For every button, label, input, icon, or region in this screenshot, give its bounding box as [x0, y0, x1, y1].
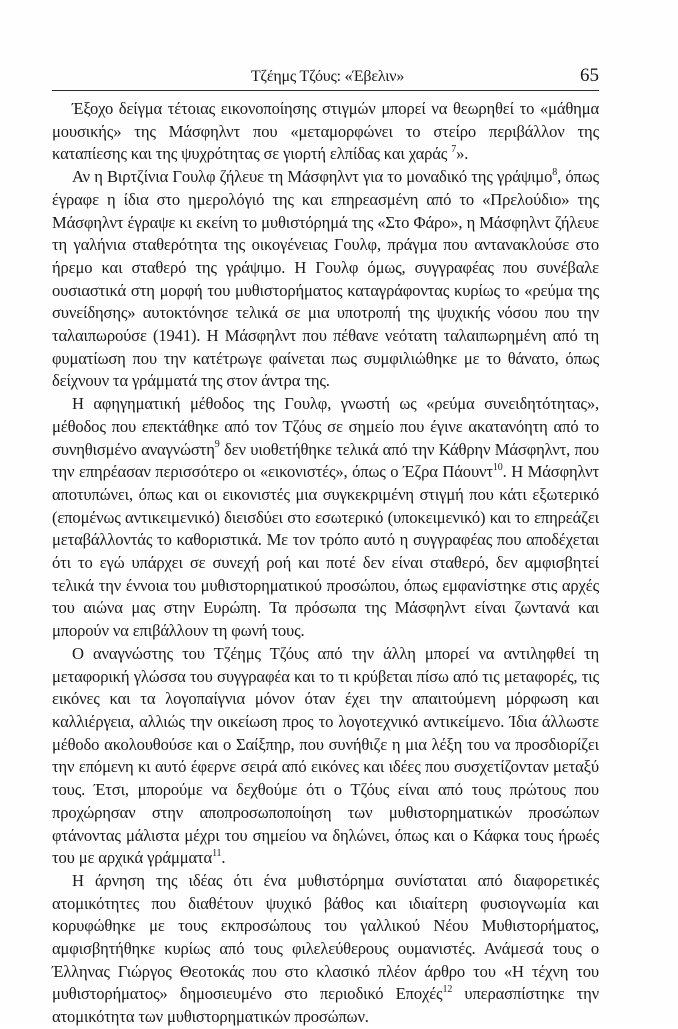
footnote-marker: 10 — [492, 461, 503, 473]
page-number: 65 — [580, 65, 599, 86]
footnote-marker: 11 — [212, 847, 222, 859]
paragraph: Η άρνηση της ιδέας ότι ένα μυθιστόρημα συνίσταται από διαφορετικές ατομικότητες που διαθέτουν ψυχικό βάθος και ιδιαίτερη φυσιογνωμία και κορυφώθηκε με τους εκπροσώπους του γαλλικού Νέου Μυθιστορήματος, αμφισβητήθηκε κυρίως από τους φιλελεύθερους ουμανιστές. Ανάμεσά τους ο Έλληνας Γιώργος Θεοτοκάς που στο κλασικό πλέον άρθρο του «Η τέχνη του μυθιστορήματος» δημοσιευμένο στο περιοδικό Εποχές$^{12}$ υπερασπίστηκε την ατομικότητα των μυθιστορηματικών προσώπων. — [52, 870, 599, 1027]
paragraph: Ο αναγνώστης του Τζέημς Τζόυς από την άλλη μπορεί να αντιληφθεί τη μεταφορική γλώσσα του συγγραφέα και το τι κρύβεται πίσω από τις μεταφορές, τις εικόνες και τα λογοπαίγνια μόνον όταν έχει την απαιτούμενη μόρφωση και καλλιέργεια, αλλιώς την οικείωση προς το λογοτεχνικό αντικείμενο. Ίδια άλλωστε μέθοδο ακολουθούσε και ο Σαίξπηρ, που συνήθιζε η μια λέξη του να προσδιορίζει την επόμενη κι αυτό έφερνε σειρά από εικόνες και ιδέες που συσχετίζονταν μεταξύ τους. Έτσι, μπορούμε να δεχθούμε ότι ο Τζόυς είναι από τους πρώτους που προχώρησαν στην αποπροσωποποίηση των μυθιστορηματικών προσώπων φτάνοντας μάλιστα μέχρι του σημείου να δηλώνει, όπως και ο Κάφκα τους ήρωές του με αρχικά γράμματα$^{11}$. — [52, 643, 599, 868]
running-title: Τζέημς Τζόυς: «Έβελιν» — [250, 68, 405, 85]
running-head — [52, 66, 599, 91]
paragraph: Αν η Βιρτζίνια Γουλφ ζήλευε τη Μάσφηλντ για το μοναδικό της γράψιμο$^8$, όπως έγραφε η ίδια στο ημερολόγιό της και επηρεασμένη από το «Πρελούδιο» της Μάσφηλντ έγραψε κι εκείνη το μυθιστόρημά της «Στο Φάρο», η Μάσφηλντ ζήλευε τη γαλήνια σταθερότητα της οικογένειας Γουλφ, πράγμα που αντανακλούσε στο ήρεμο και σταθερό της γράψιμο. Η Γουλφ όμως, συγγραφέας που συνέβαλε ουσιαστικά στη μορφή του μυθιστορήματος καταγράφοντας κυρίως το «ρεύμα της συνείδησης» αυτοκτόνησε τελικά σε μια υποτροπή της ψυχικής νόσου που την ταλαιπωρούσε (1941). Η Μάσφηλντ που πέθανε νεότατη ταλαιπωρημένη από τη φυματίωση που την κατέτρωγε φαίνεται πως συμφιλιώθηκε με το θάνατο, όπως δείχνουν τα γράμματά της στον άντρα της. — [52, 166, 599, 391]
footnote-marker: 8 — [552, 166, 558, 178]
footnote-marker: 12 — [442, 983, 453, 995]
footnote-marker: 7 — [451, 143, 457, 155]
body-text — [52, 98, 599, 1029]
footnote-marker: 9 — [214, 439, 220, 451]
paragraph: Η αφηγηματική μέθοδος της Γουλφ, γνωστή ως «ρεύμα συνειδητότητας», μέθοδος που επεκτάθηκε από τον Τζόυς σε σημείο που έγινε ακατανόητη από το συνηθισμένο αναγνώστη$^9$ δεν υιοθετήθηκε τελικά από την Κάθρην Μάσφηλντ, που την επηρέασαν περισσότερο οι «εικονιστές», όπως ο Έζρα Πάουντ$^{10}$. Η Μάσφηλντ αποτυπώνει, όπως και οι εικονιστές μια συγκεκριμένη στιγμή που κάτι εξωτερικό (επομένως αντικειμενικό) διεισδύει στο εσωτερικό (υποκειμενικό) και το επηρεάζει μεταβάλλοντάς το καθοριστικά. Με τον τρόπο αυτό η συγγραφέας που αποδέχεται ότι το εγώ υπάρχει σε συνεχή ροή και ποτέ δεν είναι σταθερό, δεν αμφισβητεί τελικά την έννοια του μυθιστορηματικού προσώπου, όπως εμφανίστηκε στις αρχές του αιώνα μας στην Ευρώπη. Τα πρόσωπα της Μάσφηλντ είναι ζωντανά και μπορούν να επιβάλλουν τη φωνή τους. — [52, 394, 599, 641]
paragraph: Έξοχο δείγμα τέτοιας εικονοποίησης στιγμών μπορεί να θεωρηθεί το «μάθημα μουσικής» της Μάσφηλντ που «μεταμορφώνει το στείρο περιβάλλον της καταπίεσης και της ψυχρότητας σε γιορτή ελπίδας και χαράς $^7$». — [52, 99, 599, 164]
